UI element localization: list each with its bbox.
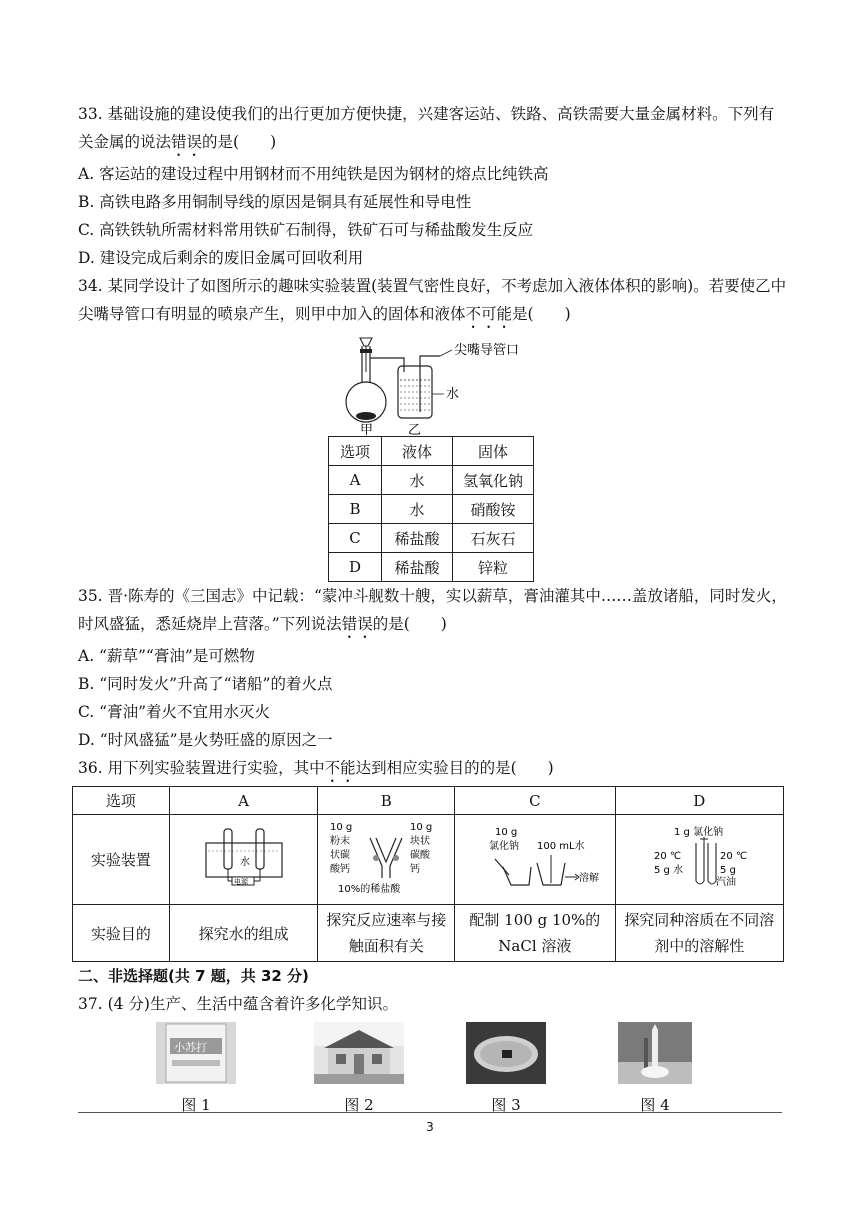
solution-prep-icon xyxy=(465,823,605,893)
table-header-row xyxy=(329,437,534,466)
svg-text:块状: 块状 xyxy=(410,835,431,847)
svg-text:水: 水 xyxy=(239,856,250,868)
table-cell: 硝酸铵 xyxy=(453,495,534,524)
table-cell: B xyxy=(329,495,382,524)
table-cell: 稀盐酸 xyxy=(382,553,453,582)
table-row xyxy=(329,495,534,524)
table-header-cell: 选项 xyxy=(329,437,382,466)
figure-3 xyxy=(466,1022,546,1115)
figure-caption: 图 3 xyxy=(491,1096,521,1114)
svg-text:10%的稀盐酸: 10%的稀盐酸 xyxy=(338,883,401,895)
table-cell: C xyxy=(329,524,382,553)
table-cell: 锌粒 xyxy=(453,553,534,582)
table-row xyxy=(73,905,784,962)
figure-caption: 图 4 xyxy=(640,1096,670,1114)
y-tube-apparatus-icon xyxy=(324,818,448,898)
q33-option-a: A. 客运站的建设过程中用钢材而不用纯铁是因为钢材的熔点比纯铁高 xyxy=(78,165,549,183)
table-row xyxy=(329,524,534,553)
purpose-d: 探究同种溶质在不同溶剂中的溶解性 xyxy=(615,905,783,962)
svg-text:碳酸: 碳酸 xyxy=(410,849,431,861)
svg-text:粉末: 粉末 xyxy=(330,835,351,847)
table-cell: A xyxy=(329,466,382,495)
purpose-a: 探究水的组成 xyxy=(169,905,318,962)
q34-stem: 34. 某同学设计了如图所示的趣味实验装置(装置气密性良好，不考虑加入液体体积的影响)。若要使乙中尖嘴导管口有明显的喷泉产生，则甲中加入的固体和液体不可能是( ) xyxy=(78,277,787,323)
figure-caption: 图 2 xyxy=(344,1096,374,1114)
table-cell: 氢氧化钠 xyxy=(453,466,534,495)
svg-text:溶解: 溶解 xyxy=(578,872,599,884)
q33-option-d: D. 建设完成后剩余的废旧金属可回收利用 xyxy=(78,249,364,267)
q35-option-a: A. “薪草”“膏油”是可燃物 xyxy=(78,647,255,665)
svg-text:10 g: 10 g xyxy=(330,821,353,833)
table-cell: 石灰石 xyxy=(453,524,534,553)
svg-text:汽油: 汽油 xyxy=(716,876,737,888)
table-row xyxy=(73,815,784,905)
svg-text:酸钙: 酸钙 xyxy=(330,863,351,875)
rocket-launch-image xyxy=(618,1022,692,1084)
table-header-cell: 固体 xyxy=(453,437,534,466)
page-number: 3 xyxy=(426,1120,434,1134)
bottle-yi-label: 乙 xyxy=(408,423,422,436)
table-cell: D xyxy=(329,553,382,582)
table-header-cell: B xyxy=(318,787,455,815)
q36-experiment-table xyxy=(72,786,784,962)
table-header-cell: C xyxy=(455,787,615,815)
table-cell: 水 xyxy=(382,495,453,524)
section-heading-nonchoice: 二、非选择题(共 7 题，共 32 分) xyxy=(78,967,309,985)
footer-divider xyxy=(78,1112,782,1113)
svg-text:20 ℃: 20 ℃ xyxy=(654,850,682,862)
svg-text:10 g: 10 g xyxy=(410,821,433,833)
table-cell: 稀盐酸 xyxy=(382,524,453,553)
svg-text:5 g: 5 g xyxy=(720,864,737,876)
table-header-row xyxy=(73,787,784,815)
table-header-cell: 选项 xyxy=(73,787,170,815)
fountain-apparatus-diagram xyxy=(340,336,540,436)
table-header-cell: 液体 xyxy=(382,437,453,466)
svg-text:20 ℃: 20 ℃ xyxy=(720,850,748,862)
row-label-device: 实验装置 xyxy=(73,815,170,905)
q35-option-d: D. “时风盛猛”是火势旺盛的原因之一 xyxy=(78,731,333,749)
device-c-cell xyxy=(455,815,615,905)
q35-option-b: B. “同时发火”升高了“诸船”的着火点 xyxy=(78,675,333,693)
device-d-cell xyxy=(615,815,783,905)
svg-text:钙: 钙 xyxy=(410,863,421,875)
svg-text:1 g 氯化钠: 1 g 氯化钠 xyxy=(674,826,724,838)
q33-option-c: C. 高铁铁轨所需材料常用铁矿石制得，铁矿石可与稀盐酸发生反应 xyxy=(78,221,534,239)
flask-jia-label: 甲 xyxy=(360,423,374,436)
nozzle-label: 尖嘴导管口 xyxy=(454,343,520,358)
baking-soda-bag-image xyxy=(156,1022,236,1084)
water-label: 水 xyxy=(446,387,460,402)
q34-options-table xyxy=(328,436,534,582)
q35-option-c: C. “膏油”着火不宜用水灭火 xyxy=(78,703,271,721)
svg-text:5 g 水: 5 g 水 xyxy=(654,864,684,876)
device-b-cell xyxy=(318,815,455,905)
q37-stem: 37. (4 分)生产、生活中蕴含着许多化学知识。 xyxy=(78,995,398,1013)
solubility-test-tubes-icon xyxy=(624,823,774,893)
device-a-cell xyxy=(169,815,318,905)
exam-page xyxy=(78,100,788,1118)
figure-4 xyxy=(618,1022,692,1115)
house-image xyxy=(314,1022,404,1084)
q36-stem: 36. 用下列实验装置进行实验，其中不能达到相应实验目的的是( ) xyxy=(78,759,554,777)
svg-text:氯化钠: 氯化钠 xyxy=(488,840,519,852)
electrolysis-apparatus-icon xyxy=(194,825,294,891)
q33-stem: 33. 基础设施的建设使我们的出行更加方便快捷，兴建客运站、铁路、高铁需要大量金属材料。下列有关金属的说法错误的是( ) xyxy=(78,105,775,151)
purpose-b: 探究反应速率与接触面积有关 xyxy=(318,905,455,962)
row-label-purpose: 实验目的 xyxy=(73,905,170,962)
petri-dish-image xyxy=(466,1022,546,1084)
svg-text:10 g: 10 g xyxy=(494,826,518,838)
svg-text:电源: 电源 xyxy=(233,877,248,886)
svg-text:100 mL水: 100 mL水 xyxy=(536,840,585,852)
table-row xyxy=(329,466,534,495)
q34-figure xyxy=(340,336,788,436)
figure-caption: 图 1 xyxy=(181,1096,211,1114)
figure-2 xyxy=(314,1022,404,1115)
figure-1 xyxy=(156,1022,236,1115)
table-header-cell: A xyxy=(169,787,318,815)
q33-option-b: B. 高铁电路多用铜制导线的原因是铜具有延展性和导电性 xyxy=(78,193,472,211)
table-row xyxy=(329,553,534,582)
bag-label-text: 小苏打 xyxy=(174,1041,207,1054)
q35-stem: 35. 晋·陈寿的《三国志》中记载：“蒙冲斗舰数十艘，实以薪草，膏油灌其中……盖放诸船，同时发火，时风盛猛，悉延烧岸上营落。”下列说法错误的是( ) xyxy=(78,587,787,633)
table-header-cell: D xyxy=(615,787,783,815)
svg-text:状碳: 状碳 xyxy=(330,849,351,861)
q37-figures xyxy=(78,1018,788,1118)
table-cell: 水 xyxy=(382,466,453,495)
purpose-c: 配制 100 g 10%的 NaCl 溶液 xyxy=(455,905,615,962)
